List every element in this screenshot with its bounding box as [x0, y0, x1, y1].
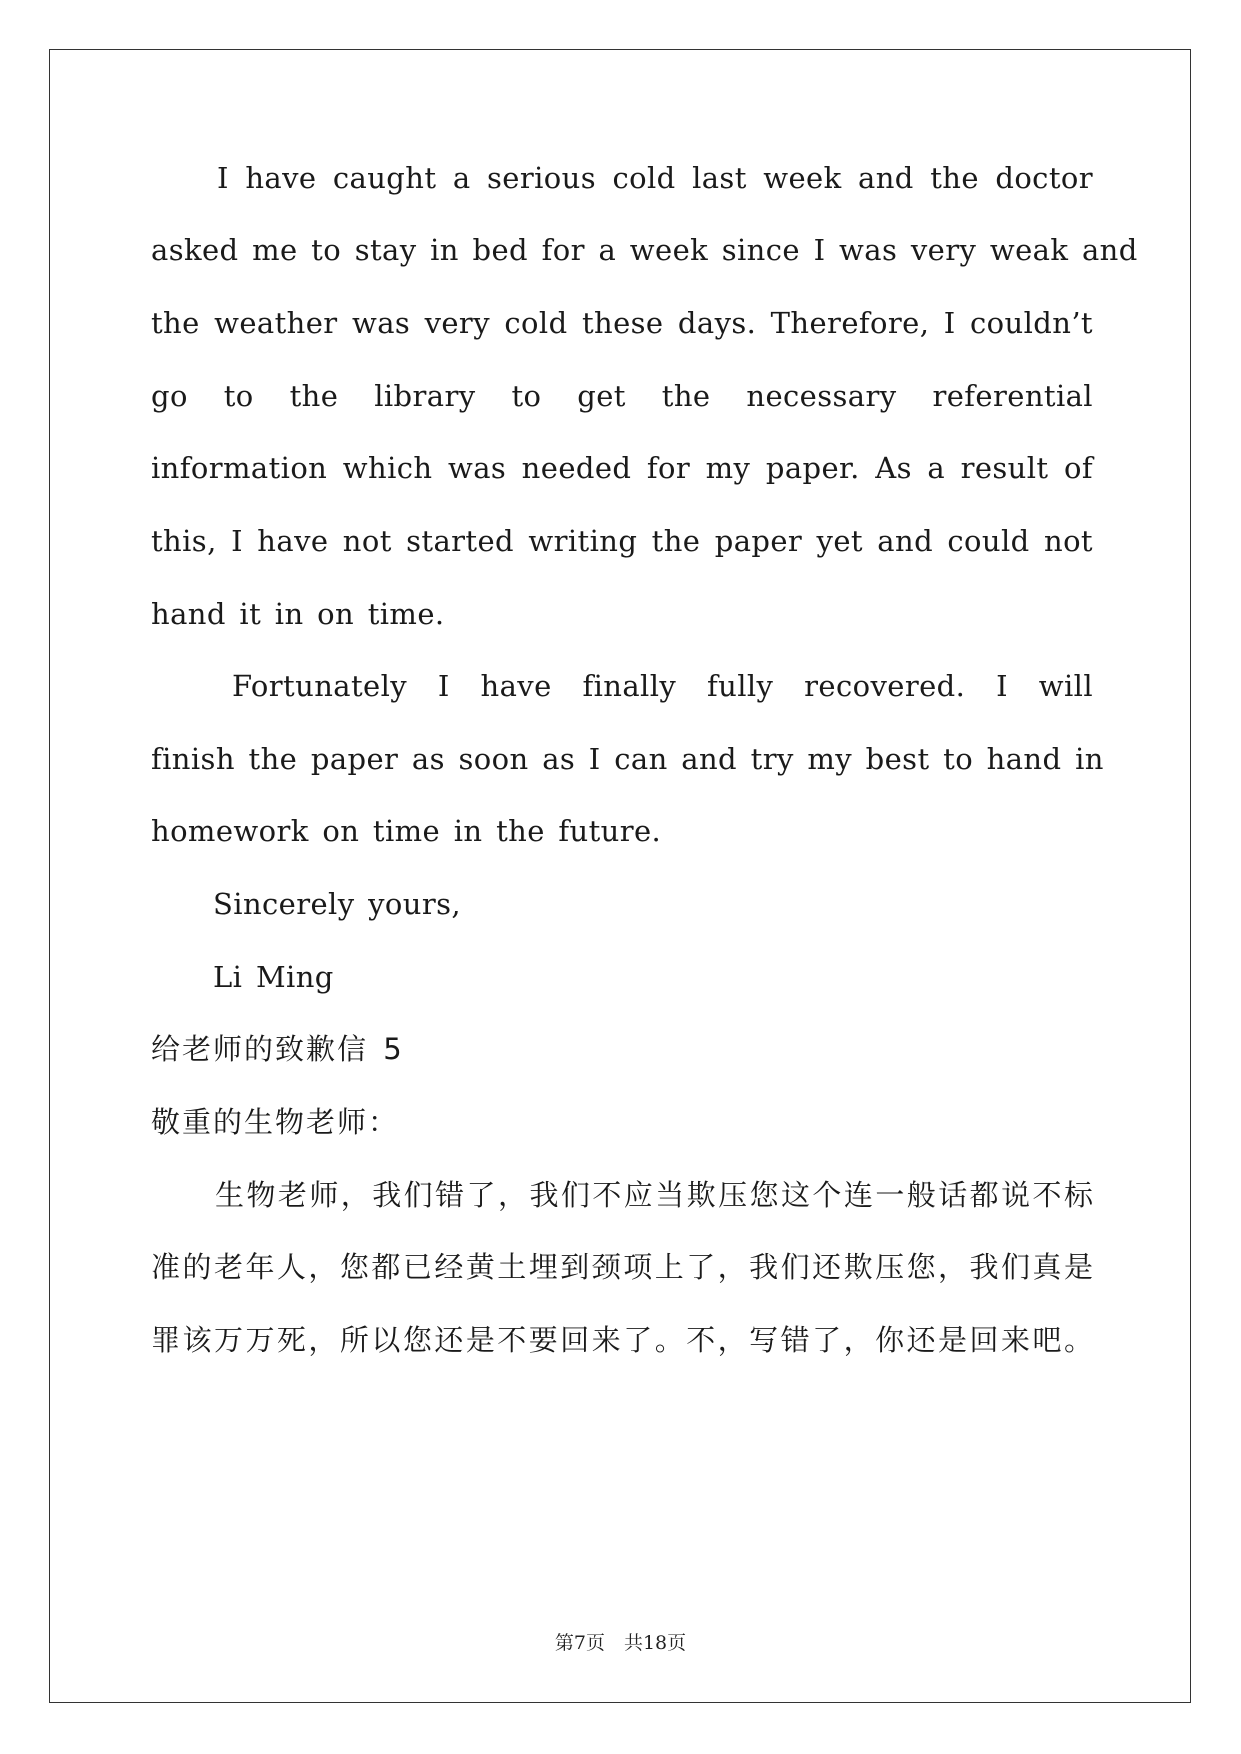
paragraph1-line: go to the library to get the necessary referential: [151, 379, 1093, 413]
page-number-footer: 第7页 共18页: [554, 1632, 687, 1654]
paragraph1-line: hand it in on time.: [151, 597, 445, 631]
paragraph2-line: homework on time in the future.: [151, 814, 662, 848]
paragraph2-line: finish the paper as soon as I can and try my best to hand in: [151, 742, 1104, 776]
paragraph1-line: information which was needed for my paper. As a result of: [151, 451, 1093, 485]
paragraph1-line: this, I have not started writing the paper yet and could not: [151, 524, 1093, 558]
paragraph1-line: the weather was very cold these days. Therefore, I couldn’t: [151, 306, 1093, 340]
paragraph1-line: asked me to stay in bed for a week since I was very weak and: [151, 233, 1138, 267]
salutation: 敬重的生物老师：: [151, 1105, 400, 1139]
chinese-paragraph-line: 罪该万万死，所以您还是不要回来了。不，写错了，你还是回来吧。: [151, 1323, 1093, 1357]
section-heading: 给老师的致歉信 5: [151, 1032, 404, 1066]
paragraph1-line: I have caught a serious cold last week and the doctor: [217, 161, 1093, 195]
chinese-paragraph-line: 准的老年人，您都已经黄土埋到颈项上了，我们还欺压您，我们真是: [151, 1250, 1093, 1284]
letter-signature: Li Ming: [213, 960, 334, 994]
letter-closing: Sincerely yours,: [213, 887, 462, 921]
chinese-paragraph-line: 生物老师，我们错了，我们不应当欺压您这个连一般话都说不标: [215, 1178, 1093, 1212]
page-border: [49, 49, 1191, 1703]
paragraph2-line: Fortunately I have finally fully recovered. I will: [232, 669, 1093, 703]
